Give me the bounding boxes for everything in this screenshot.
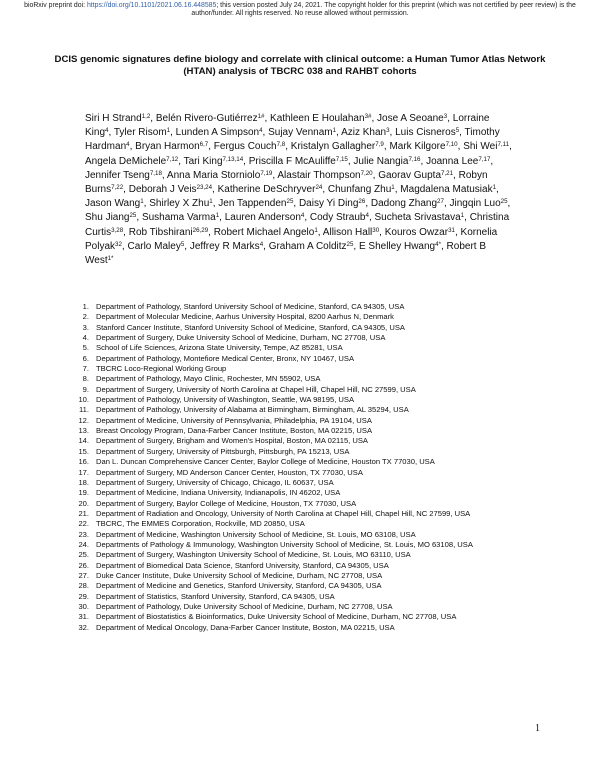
author-affiliation-marker: 25: [129, 212, 137, 220]
affiliation-item: [66, 323, 516, 333]
affiliation-text: Department of Pathology, University of Alabama at Birmingham, Birmingham, AL 35294, USA: [96, 405, 409, 415]
author-affiliation-marker: 1: [166, 127, 171, 135]
author-name: Jennifer Tseng: [85, 169, 150, 181]
affiliation-text: Department of Surgery, Brigham and Women's Hospital, Boston, MA 02115, USA: [96, 436, 369, 446]
affiliation-text: Dan L. Duncan Comprehensive Cancer Center, Baylor College of Medicine, Houston TX 77030, USA: [96, 457, 435, 467]
affiliation-item: [66, 468, 516, 478]
affiliation-item: [66, 457, 516, 467]
affiliation-list: [66, 302, 516, 633]
author-list: Siri H Strand$^{1,2}$, Belén Rivero-Gutiérrez$^{1\#}$, Kathleen E Houlahan$^{3\#}$, Jose A Seoane$^3$, Lorraine King$^4$, Tyler Risom$^1$, Lunden A Simpson$^4$, Sujay Vennam$^1$, Aziz Khan$^3$, Luis Cisneros$^5$, Timothy Hardman$^4$, Bryan Harmon$^{6,7}$, Fergus Couch$^{7,8}$, Kristalyn Gallagher$^{7,9}$, Mark Kilgore$^{7,10}$, Shi Wei$^{7,11}$, Angela DeMichele$^{7,12}$, Tari King$^{7,13,14}$, Priscilla F McAuliffe$^{7,15}$, Julie Nangia$^{7,16}$, Joanna Lee$^{7,17}$, Jennifer Tseng$^{7,18}$, Anna Maria Storniolo$^{7,19}$, Alastair Thompson$^{7,20}$, Gaorav Gupta$^{7,21}$, Robyn Burns$^{7,22}$, Deborah J Veis$^{23,24}$, Katherine DeSchryver$^{24}$, Chunfang Zhu$^1$, Magdalena Matusiak$^1$, Jason Wang$^1$, Shirley X Zhu$^1$, Jen Tappenden$^{25}$, Daisy Yi Ding$^{26}$, Dadong Zhang$^{27}$, Jingqin Luo$^{25}$, Shu Jiang$^{25}$, Sushama Varma$^1$, Lauren Anderson$^4$, Cody Straub$^4$, Sucheta Srivastava$^1$, Christina Curtis$^{3,28}$, Rob Tibshirani$^{26,29}$, Robert Michael Angelo$^1$, Allison Hall$^{30}$, Kouros Owzar$^{31}$, Kornelia Polyak$^{32}$, Carlo Maley$^5$, Jeffrey R Marks$^4$, Graham A Colditz$^{25}$, E Shelley Hwang$^{4*}$, Robert B West$^{1*}$: [85, 113, 512, 267]
affiliation-number: 9.: [82, 384, 89, 394]
header-copyright: ; this version posted July 24, 2021. The copyright holder for this preprint (which was not certified by peer review) is the author/funder. All rights reserved. No reuse allowed without permission.: [191, 2, 576, 17]
author: [268, 127, 336, 138]
affiliation-number: 16.: [78, 457, 89, 467]
affiliation-text: Department of Pathology, Mayo Clinic, Rochester, MN 55902, USA: [96, 374, 321, 384]
author-affiliation-marker: 1,2: [141, 113, 151, 120]
affiliation-text: Duke Cancer Institute, Duke University School of Medicine, Durham, NC 27708, USA: [96, 570, 383, 580]
affiliation-text: Department of Medical Oncology, Dana-Farber Cancer Institute, Boston, MA 02215, USA: [96, 622, 395, 632]
affiliation-number: 25.: [78, 550, 89, 560]
author-name: Julie Nangia: [353, 155, 409, 167]
affiliation-item: [66, 312, 516, 322]
author: [371, 198, 444, 209]
author: [167, 170, 272, 181]
author-affiliation-marker: 3,28: [111, 226, 124, 234]
affiliation-text: Department of Molecular Medicine, Aarhus University Hospital, 8200 Aarhus N, Denmark: [96, 312, 394, 322]
affiliation-number: 5.: [82, 343, 89, 353]
author-affiliation-marker: 7,21: [441, 169, 454, 177]
author-name: Katherine DeSchryver: [217, 184, 316, 196]
author-name: Angela DeMichele: [85, 155, 167, 167]
doi-link[interactable]: https://doi.org/10.1101/2021.06.16.448585: [86, 2, 217, 9]
author-affiliation-marker: 4*: [435, 240, 441, 248]
author-name: Luis Cisneros: [395, 127, 456, 139]
paper-title: DCIS genomic signatures define biology and correlate with clinical outcome: a Human Tumor Atlas Network (HTAN) analysis of TBCRC 038 and RAHBT cohorts: [54, 54, 546, 78]
affiliation-text: Department of Statistics, Stanford University, Stanford, CA 94305, USA: [96, 591, 335, 601]
author: [218, 198, 293, 209]
author-affiliation-marker: 7,13,14: [222, 155, 244, 163]
author-affiliation-marker: 7,11: [497, 141, 510, 149]
author: [214, 227, 318, 238]
affiliation-item: [66, 343, 516, 353]
author-affiliation-marker: 3: [443, 113, 448, 120]
author: [299, 198, 365, 209]
author-affiliation-marker: 7,12: [166, 155, 179, 163]
affiliation-text: Department of Surgery, Duke University School of Medicine, Durham, NC 27708, USA: [96, 333, 386, 343]
affiliation-item: [66, 561, 516, 571]
affiliation-number: 8.: [82, 374, 89, 384]
affiliation-text: Department of Surgery, University of Chicago, Chicago, IL 60637, USA: [96, 477, 334, 487]
author-affiliation-marker: 1: [332, 127, 337, 135]
author: [310, 212, 369, 223]
author-name: Tari King: [183, 155, 223, 167]
author-name: Fergus Couch: [213, 141, 277, 153]
author-name: Jeffrey R Marks: [189, 240, 260, 252]
affiliation-number: 18.: [78, 477, 89, 487]
affiliation-item: [66, 509, 516, 519]
author: [142, 212, 219, 223]
affiliation-item: [66, 550, 516, 560]
affiliation-text: Departments of Pathology & Immunology, Washington University School of Medicine, St. Louis, MO 63108, USA: [96, 539, 473, 549]
preprint-header: [20, 2, 580, 18]
author-affiliation-marker: 6,7: [199, 141, 209, 149]
affiliation-number: 7.: [82, 364, 89, 374]
author-affiliation-marker: 5: [455, 127, 460, 135]
affiliation-item: [66, 540, 516, 550]
affiliation-text: Department of Surgery, Baylor College of Medicine, Houston, TX 77030, USA: [96, 498, 357, 508]
author: [270, 113, 371, 124]
author-name: Jason Wang: [85, 198, 141, 210]
author-name: Allison Hall: [322, 226, 373, 238]
author-affiliation-marker: 7,9: [375, 141, 384, 149]
author: [114, 127, 170, 138]
affiliation-text: Department of Surgery, Washington University School of Medicine, St. Louis, MO 63110, USA: [96, 550, 411, 560]
author: [291, 141, 384, 152]
author-affiliation-marker: 1*: [107, 255, 114, 263]
author-affiliation-marker: 3#: [364, 113, 372, 120]
author-affiliation-marker: 30: [372, 226, 380, 234]
author-affiliation-marker: 1: [492, 184, 497, 192]
author: [400, 184, 496, 195]
affiliation-item: [66, 374, 516, 384]
author-name: Carlo Maley: [127, 240, 181, 252]
affiliation-text: Stanford Cancer Institute, Stanford University School of Medicine, Stanford, CA 94305, USA: [96, 322, 405, 332]
affiliation-number: 1.: [82, 302, 89, 311]
author-name: Anna Maria Storniolo: [166, 169, 261, 181]
author-name: Jen Tappenden: [218, 198, 287, 210]
affiliation-item: [66, 385, 516, 395]
author-affiliation-marker: 5: [180, 240, 185, 248]
affiliation-item: [66, 426, 516, 436]
author-name: Sujay Vennam: [268, 127, 333, 139]
author-affiliation-marker: 26: [358, 198, 366, 206]
author-name: Shi Wei: [463, 141, 498, 153]
affiliation-text: Department of Pathology, Montefiore Medical Center, Bronx, NY 10467, USA: [96, 353, 355, 363]
affiliation-item: [66, 519, 516, 529]
author-affiliation-marker: 27: [437, 198, 444, 206]
author: [190, 241, 263, 252]
author-affiliation-marker: 4: [105, 127, 109, 135]
affiliation-number: 4.: [82, 333, 89, 343]
affiliation-text: TBCRC, The EMMES Corporation, Rockville, MD 20850, USA: [96, 519, 305, 529]
affiliation-text: Department of Pathology, Stanford University School of Medicine, Stanford, CA 94305, USA: [96, 302, 405, 311]
affiliation-number: 17.: [78, 467, 89, 477]
author-affiliation-marker: 26,29: [192, 226, 209, 234]
author: [127, 241, 184, 252]
author-name: Rob Tibshirani: [128, 226, 193, 238]
affiliation-number: 21.: [78, 508, 89, 518]
affiliation-number: 12.: [78, 415, 89, 425]
author-affiliation-marker: 7,8: [276, 141, 286, 149]
author: [385, 227, 455, 238]
author-affiliation-marker: 7,20: [360, 169, 373, 177]
author: [214, 141, 285, 152]
author-affiliation-marker: 3: [386, 127, 390, 135]
affiliation-item: [66, 499, 516, 509]
author-name: Magdalena Matusiak: [400, 184, 493, 196]
author: [129, 227, 208, 238]
author-name: Belén Rivero-Gutiérrez: [155, 113, 258, 124]
author: [85, 212, 136, 223]
affiliation-number: 22.: [78, 519, 89, 529]
header-prefix: bioRxiv preprint doi:: [24, 2, 87, 9]
author: [85, 170, 162, 181]
affiliation-item: [66, 581, 516, 591]
author-affiliation-marker: 1: [215, 212, 220, 220]
author-name: Tyler Risom: [113, 127, 167, 139]
author: [450, 198, 508, 209]
author-name: Gaorav Gupta: [378, 169, 441, 181]
author-affiliation-marker: 25: [500, 198, 508, 206]
author: [85, 198, 144, 209]
author-name: Chunfang Zhu: [327, 184, 392, 196]
affiliation-number: 23.: [78, 529, 89, 539]
author-affiliation-marker: 4: [259, 240, 264, 248]
author-name: Robert B West: [85, 240, 487, 267]
author-name: Sushama Varma: [141, 212, 216, 224]
author-name: Cody Straub: [309, 212, 366, 224]
author-name: E Shelley Hwang: [358, 240, 436, 252]
affiliation-number: 29.: [78, 591, 89, 601]
author-name: Alastair Thompson: [277, 169, 361, 181]
page-number: 1: [535, 723, 540, 734]
affiliation-number: 19.: [78, 488, 89, 498]
author: [328, 184, 395, 195]
author-affiliation-marker: 7,18: [149, 169, 162, 177]
affiliation-number: 15.: [78, 446, 89, 456]
affiliation-text: Department of Biostatistics & Bioinformatics, Duke University School of Medicine, Durham, NC 27708, USA: [96, 612, 457, 622]
affiliation-item: [66, 530, 516, 540]
author-name: Robyn Burns: [85, 169, 488, 196]
author-affiliation-marker: 7,15: [335, 155, 348, 163]
affiliation-item: [66, 592, 516, 602]
author-affiliation-marker: 1: [140, 198, 144, 206]
author-name: Jose A Seoane: [377, 113, 444, 124]
affiliation-number: 26.: [78, 560, 89, 570]
author-affiliation-marker: 7,10: [445, 141, 458, 149]
author: [249, 156, 348, 167]
author-affiliation-marker: 4: [300, 212, 305, 220]
author: [426, 156, 490, 167]
author: [135, 141, 208, 152]
affiliation-text: Department of Biomedical Data Science, Stanford University, Stanford, CA 94305, USA: [96, 560, 389, 570]
author: [389, 141, 457, 152]
author-affiliation-marker: 7,19: [260, 169, 273, 177]
author: [218, 184, 323, 195]
author-affiliation-marker: 7,17: [478, 155, 491, 163]
affiliation-item: [66, 478, 516, 488]
affiliation-item: [66, 333, 516, 343]
author-name: Bryan Harmon: [135, 141, 200, 153]
author-name: Timothy Hardman: [85, 127, 500, 153]
affiliation-number: 11.: [79, 405, 89, 415]
author: [375, 212, 465, 223]
affiliation-number: 6.: [82, 353, 89, 363]
affiliation-number: 2.: [82, 312, 89, 322]
affiliation-text: TBCRC Loco-Regional Working Group: [96, 364, 227, 374]
author: [85, 113, 150, 124]
affiliation-item: [66, 623, 516, 633]
author-name: Graham A Colditz: [268, 240, 347, 252]
author-affiliation-marker: 25: [286, 198, 294, 206]
affiliation-item: [66, 354, 516, 364]
affiliation-text: Department of Medicine, Indiana University, Indianapolis, IN 46202, USA: [96, 488, 341, 498]
affiliation-item: [66, 364, 516, 374]
affiliation-number: 28.: [78, 581, 89, 591]
affiliation-item: [66, 302, 516, 312]
author-name: Priscilla F McAuliffe: [248, 155, 336, 167]
author-name: Siri H Strand: [85, 113, 142, 124]
author-affiliation-marker: 1: [391, 184, 395, 192]
author: [184, 156, 244, 167]
author-name: Christina Curtis: [85, 212, 510, 238]
affiliation-text: Department of Surgery, University of Pittsburgh, Pittsburgh, PA 15213, USA: [96, 446, 350, 456]
affiliation-text: School of Life Sciences, Arizona State University, Tempe, AZ 85281, USA: [96, 343, 343, 353]
affiliation-text: Department of Medicine, Washington University School of Medicine, St. Louis, MO 63108, USA: [96, 529, 416, 539]
affiliation-number: 14.: [78, 436, 89, 446]
author-name: Joanna Lee: [426, 155, 479, 167]
affiliation-text: Breast Oncology Program, Dana-Farber Cancer Institute, Boston, MA 02215, USA: [96, 426, 373, 436]
author-name: Lunden A Simpson: [175, 127, 260, 139]
affiliation-text: Department of Medicine and Genetics, Stanford University, Stanford, CA 94305, USA: [96, 581, 382, 591]
author-name: Deborah J Veis: [128, 184, 197, 196]
author: [378, 170, 453, 181]
affiliation-number: 32.: [78, 622, 89, 632]
author-name: Kornelia Polyak: [85, 226, 498, 252]
affiliation-number: 10.: [78, 395, 89, 405]
author: [277, 170, 372, 181]
author-affiliation-marker: 1: [314, 226, 318, 234]
author-name: Sucheta Srivastava: [374, 212, 461, 224]
affiliation-item: [66, 405, 516, 415]
affiliation-item: [66, 416, 516, 426]
author: [395, 127, 459, 138]
author: [377, 113, 447, 124]
author-affiliation-marker: 4: [259, 127, 263, 135]
author: [149, 198, 212, 209]
author: [176, 127, 263, 138]
author-affiliation-marker: 31: [448, 226, 455, 234]
author-name: Mark Kilgore: [389, 141, 446, 153]
affiliation-text: Department of Medicine, University of Pennsylvania, Philadelphia, PA 19104, USA: [96, 415, 372, 425]
author-name: Kristalyn Gallagher: [290, 141, 376, 153]
affiliation-item: [66, 447, 516, 457]
author: [225, 212, 305, 223]
author-affiliation-marker: 7,22: [111, 184, 124, 192]
author-affiliation-marker: 7,16: [408, 155, 421, 163]
author-name: Shirley X Zhu: [149, 198, 210, 210]
author-name: Kathleen E Houlahan: [270, 113, 365, 124]
affiliation-number: 27.: [78, 570, 89, 580]
author-affiliation-marker: 23,24: [196, 184, 213, 192]
author: [353, 156, 420, 167]
affiliation-item: [66, 488, 516, 498]
affiliation-number: 30.: [78, 601, 89, 611]
affiliation-number: 20.: [78, 498, 89, 508]
author-name: Robert Michael Angelo: [213, 226, 315, 238]
affiliation-text: Department of Surgery, University of North Carolina at Chapel Hill, Chapel Hill, NC 27599, USA: [96, 384, 416, 394]
author-name: Lorraine King: [85, 113, 490, 139]
author-name: Jingqin Luo: [449, 198, 501, 210]
author-name: Dadong Zhang: [370, 198, 438, 210]
affiliation-number: 31.: [78, 612, 89, 622]
author: [341, 127, 389, 138]
author-affiliation-marker: 1: [209, 198, 213, 206]
author-affiliation-marker: 1#: [257, 113, 265, 120]
affiliation-text: Department of Pathology, University of Washington, Seattle, WA 98195, USA: [96, 395, 355, 405]
affiliation-number: 3.: [82, 322, 89, 332]
affiliation-item: [66, 436, 516, 446]
author-affiliation-marker: 4: [126, 141, 130, 149]
author-affiliation-marker: 4: [365, 212, 369, 220]
affiliation-item: [66, 602, 516, 612]
affiliation-item: [66, 395, 516, 405]
author-affiliation-marker: 32: [115, 240, 122, 248]
author: [269, 241, 354, 252]
affiliation-item: [66, 571, 516, 581]
author-affiliation-marker: 25: [346, 240, 354, 248]
author: [85, 156, 178, 167]
author-name: Aziz Khan: [341, 127, 387, 139]
author: [463, 141, 509, 152]
author-name: Shu Jiang: [85, 212, 130, 224]
author: [359, 241, 441, 252]
author: [129, 184, 212, 195]
affiliation-text: Department of Surgery, MD Anderson Cancer Center, Houston, TX 77030, USA: [96, 467, 363, 477]
affiliation-text: Department of Radiation and Oncology, University of North Carolina at Chapel Hill, Chapel Hill, NC 27599, USA: [96, 508, 471, 518]
affiliation-item: [66, 612, 516, 622]
author: [156, 113, 265, 124]
author-affiliation-marker: 24: [315, 184, 323, 192]
affiliation-number: 13.: [78, 426, 89, 436]
author-affiliation-marker: 1: [460, 212, 465, 220]
author: [323, 227, 379, 238]
affiliation-text: Department of Pathology, Duke University School of Medicine, Durham, NC 27708, USA: [96, 601, 393, 611]
affiliation-number: 24.: [78, 539, 89, 549]
author-name: Daisy Yi Ding: [298, 198, 359, 210]
author-name: Lauren Anderson: [224, 212, 301, 224]
author-name: Kouros Owzar: [384, 226, 449, 238]
